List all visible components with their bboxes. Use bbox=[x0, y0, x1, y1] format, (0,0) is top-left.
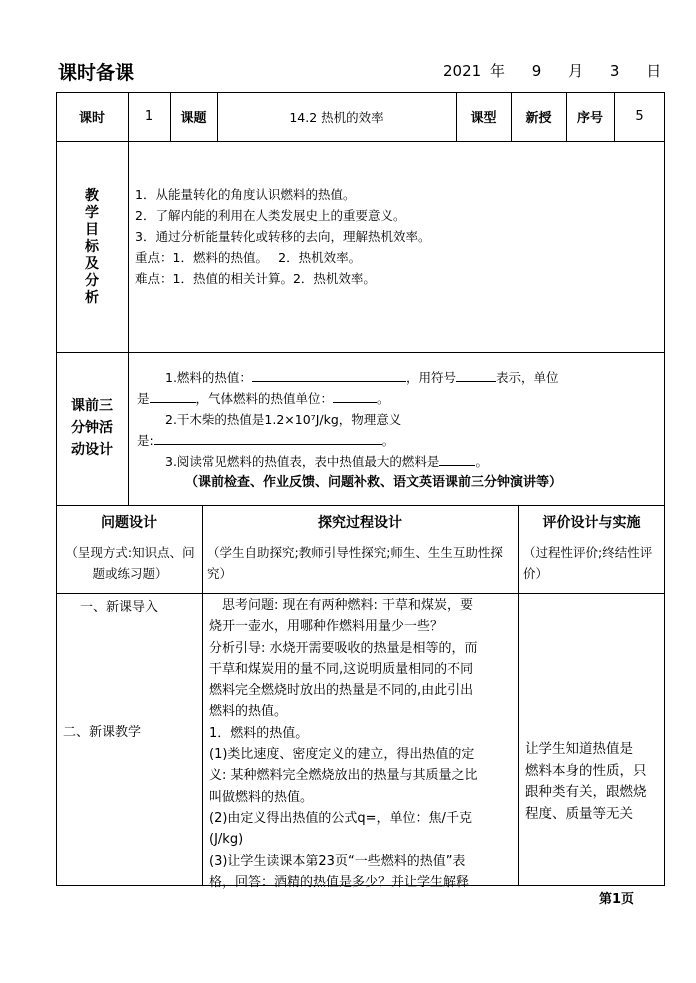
page-number: 第1页 bbox=[599, 892, 635, 907]
col2-title: 探究过程设计 bbox=[318, 515, 402, 531]
blank-line bbox=[150, 389, 196, 403]
date-month-unit: 月 bbox=[568, 62, 584, 80]
date-month: 9 bbox=[531, 62, 542, 80]
date-year: 2021 bbox=[443, 62, 482, 80]
blank-line bbox=[154, 431, 382, 445]
objectives-text: 1．从能量转化的角度认识燃料的热值。 2．了解内能的利用在人类发展史上的重要意义。 3．通过分析能量转化或转移的去向，理解热机效率。 重点：1．燃料的热值。 2．热机效率。 难点：1．热值的相关计算。2．热机效率。 bbox=[135, 187, 431, 286]
date-day: 3 bbox=[609, 62, 620, 80]
blank-line bbox=[439, 452, 475, 466]
blank-line bbox=[456, 368, 496, 382]
date bbox=[443, 60, 661, 81]
row-divider bbox=[56, 593, 665, 594]
seq-label: 序号 bbox=[576, 111, 603, 126]
col2-sub: （学生自助探究;教师引导性探究;师生、生生互助性探究） bbox=[207, 545, 503, 581]
topic-label: 课题 bbox=[180, 111, 207, 126]
preclass-text: 1.燃料的热值： ，用符号 表示，单位 是 ，气体燃料的热值单位： 。 2.干木柴的热值是1.2×10⁷J/kg，物理意义 是: 。 3.阅读常见燃料的热值表，表中热值最大的燃料是 。 （课前检查、作业反馈、问题补救、语文英语课前三分钟演讲等） bbox=[137, 370, 563, 490]
seq-value: 5 bbox=[635, 109, 644, 124]
col3-sub: （过程性评价;终结性评价） bbox=[523, 545, 653, 581]
date-day-unit: 日 bbox=[646, 62, 662, 80]
lesson-label: 课时 bbox=[78, 111, 105, 126]
date-year-unit: 年 bbox=[489, 62, 505, 80]
evaluation-text: 让学生知道热值是 燃料本身的性质，只 跟种类有关，跟燃烧 程度、质量等无关 bbox=[525, 741, 647, 822]
row-divider bbox=[56, 141, 665, 142]
lesson-value: 1 bbox=[144, 109, 154, 124]
process-text: 思考问题: 现在有两种燃料: 干草和煤炭，要 烧开一壶水，用哪种作燃料用量少一些？ 分析引导: 水烧开需要吸收的热量是相等的，而 干草和煤炭用的量不同,这说明质量相同的不同 燃料完全燃烧时放出的热量是不同的,由此引出 燃料的热值。 1．燃料的热值。 (1)类比速度、密度定义的建立，得出热值的定 义: 某种燃料完全燃烧放出的热量与其质量之比 叫做燃料的热值。 (2)由定义得出热值的公式q=，单位：焦/千克 (J/kg) (3)让学生读课本第23页“一些燃料的热值”表 格，回答：酒精的热值是多少？并让学生解释 bbox=[209, 598, 478, 890]
col1-sub: （呈现方式:知识点、问题或练习题） bbox=[65, 545, 195, 581]
blank-line bbox=[252, 368, 406, 382]
objectives-label: 教 学 目 标 及 分 析 bbox=[85, 188, 99, 306]
blank-line bbox=[333, 389, 377, 403]
section-teaching: 二、新课教学 bbox=[63, 725, 142, 740]
col1-title: 问题设计 bbox=[101, 515, 157, 531]
col-divider bbox=[128, 352, 129, 505]
type-label: 课型 bbox=[470, 111, 497, 126]
preclass-label: 课前三 分钟活 动设计 bbox=[71, 398, 113, 458]
page-title: 课时备课 bbox=[58, 62, 135, 84]
type-value: 新授 bbox=[525, 111, 552, 126]
row-divider bbox=[56, 505, 665, 506]
col-divider bbox=[202, 505, 203, 886]
col3-title: 评价设计与实施 bbox=[542, 515, 641, 531]
topic-value: 14.2 热机的效率 bbox=[289, 109, 384, 125]
col-divider bbox=[518, 505, 519, 886]
section-intro: 一、新课导入 bbox=[80, 600, 159, 615]
row-divider bbox=[56, 352, 665, 353]
